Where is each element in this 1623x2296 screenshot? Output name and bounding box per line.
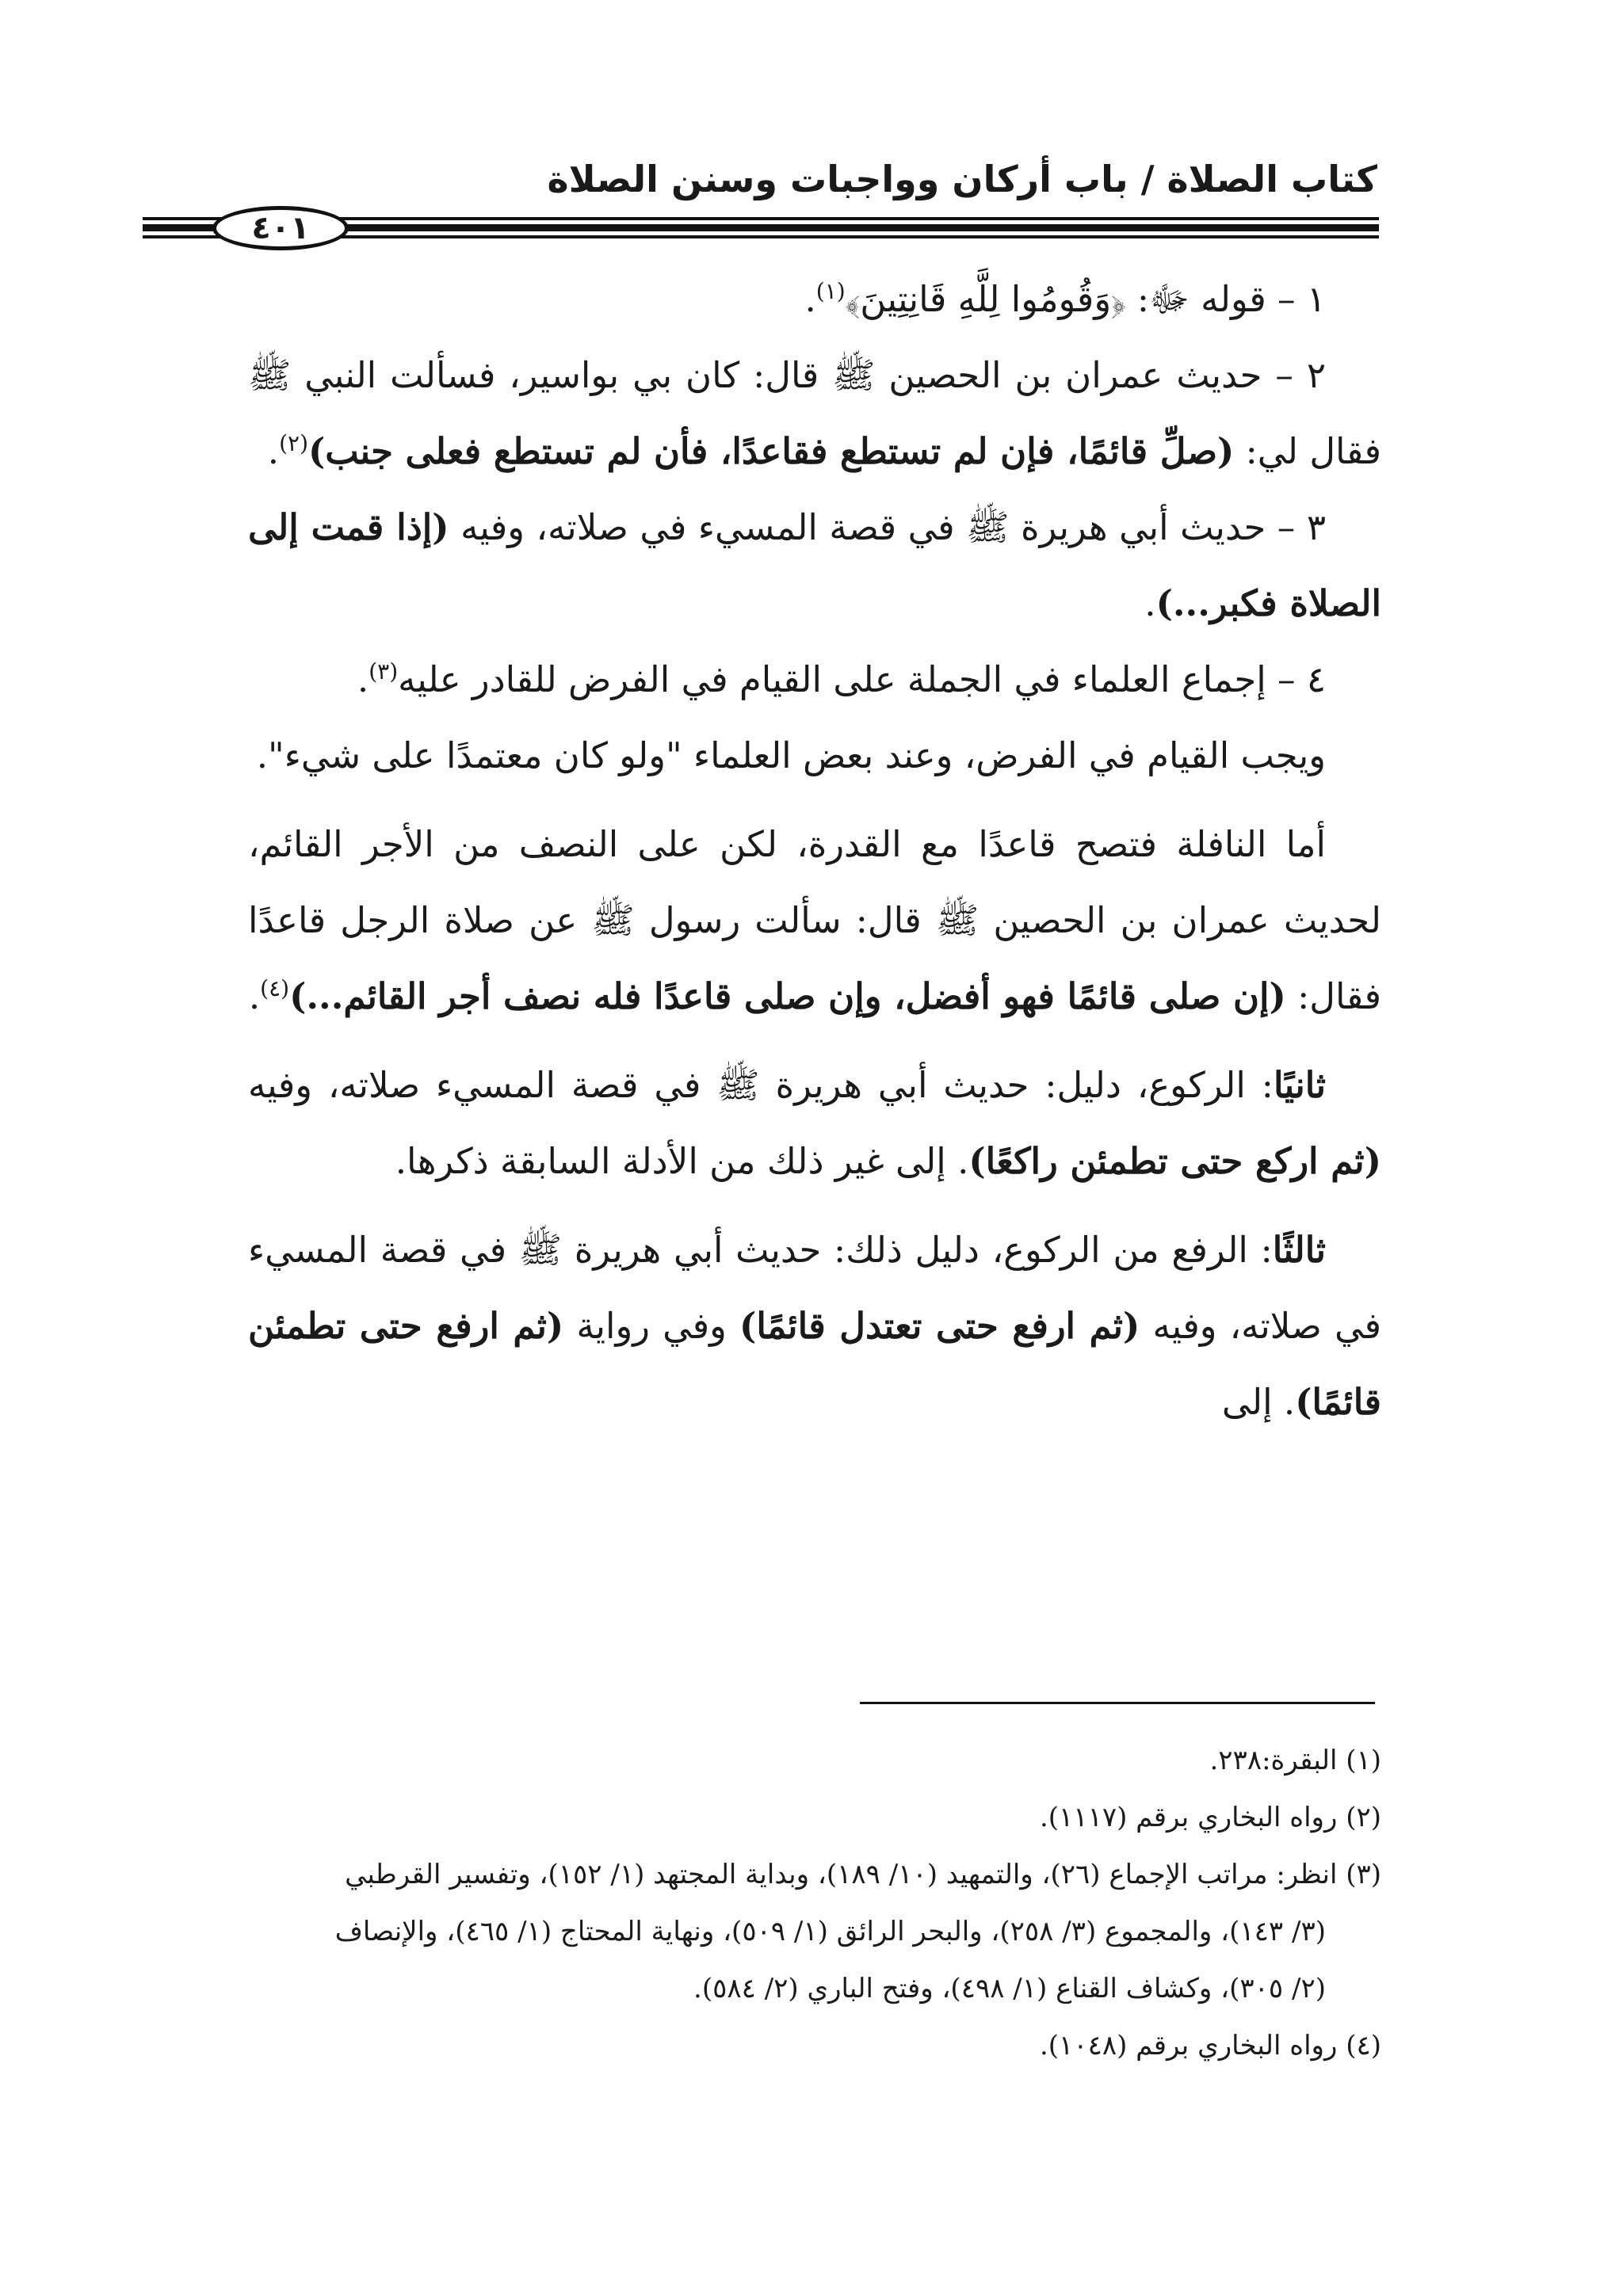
- paragraph-3: [248, 490, 1381, 642]
- p1-text: ١ – قوله ﷻ: ﴿وَقُومُوا لِلَّهِ قَانِتِينَ﴾: [845, 278, 1326, 320]
- p8-hadith-quote-2: (ثم ارفع حتى تطمئن قائمًا): [248, 1305, 1381, 1423]
- p6-text: أما النافلة فتصح قاعدًا مع القدرة، لكن على النصف من الأجر القائم، لحديث عمران بن الحصين ﷺ قال: سألت رسول ﷺ عن صلاة الرجل قاعدًا فقال:: [248, 823, 1381, 1017]
- footnote-separator: [860, 1702, 1375, 1704]
- running-title: كتاب الصلاة / باب أركان وواجبات وسنن الصلاة: [547, 158, 1377, 200]
- p8-text-3: . إلى: [1221, 1381, 1296, 1423]
- p7-hadith-quote: (ثم اركع حتى تطمئن راكعًا): [968, 1140, 1381, 1182]
- p8-hadith-quote: (ثم ارفع حتى تعتدل قائمًا): [739, 1305, 1140, 1347]
- p2-end: .: [267, 430, 280, 472]
- footnote-ref-1: (١): [815, 278, 846, 304]
- paragraph-6: [248, 807, 1381, 1035]
- paragraph-2: [248, 338, 1381, 490]
- main-text: [248, 261, 1381, 1440]
- paragraph-1: [248, 261, 1381, 338]
- p8-text: : الرفع من الركوع، دليل ذلك: حديث أبي هريرة ﷺ في قصة المسيء في صلاته، وفيه: [248, 1229, 1381, 1347]
- p8-text-2: وفي رواية: [563, 1305, 740, 1347]
- p7-heading-second: ثانيًا: [1273, 1064, 1326, 1106]
- p7-text-2: . إلى غير ذلك من الأدلة السابقة ذكرها.: [395, 1140, 969, 1182]
- p4-end: .: [357, 658, 369, 700]
- footnote-ref-3: (٣): [369, 658, 399, 685]
- p3-text: ٣ – حديث أبي هريرة ﷺ في قصة المسيء في صلاته، وفيه: [449, 506, 1327, 548]
- p2-hadith-quote: (صلِّ قائمًا، فإن لم تستطع فقاعدًا، فأن لم تستطع فعلى جنب): [308, 430, 1235, 472]
- footnote-3-line-1: (٣) انظر: مراتب الإجماع (٢٦)، والتمهيد (١٠/ ١٨٩)، وبداية المجتهد (١/ ١٥٢)، وتفسير القرطبي: [345, 1859, 1381, 1890]
- p3-hadith-quote: (إذا قمت إلى الصلاة فكبر...): [248, 506, 1381, 624]
- paragraph-7: [248, 1047, 1381, 1199]
- paragraph-8: [248, 1212, 1381, 1440]
- footnote-3-line-2: (٣/ ١٤٣)، والمجموع (٣/ ٢٥٨)، والبحر الرائق (١/ ٥٠٩)، ونهاية المحتاج (١/ ٤٦٥)، والإنصاف: [334, 1916, 1326, 1947]
- footnote-ref-2: (٢): [279, 430, 309, 456]
- p7-text: : الركوع، دليل: حديث أبي هريرة ﷺ في قصة المسيء صلاته، وفيه: [248, 1064, 1274, 1106]
- p1-end: .: [804, 278, 816, 320]
- footnote-2: (٢) رواه البخاري برقم (١١١٧).: [1039, 1802, 1381, 1833]
- p8-heading-third: ثالثًا: [1272, 1229, 1326, 1271]
- p6-end: .: [248, 975, 261, 1017]
- p2-text: ٢ – حديث عمران بن الحصين ﷺ قال: كان بي بواسير، فسألت النبي ﷺ فقال لي:: [248, 354, 1381, 472]
- p3-end: .: [1144, 582, 1156, 624]
- p6-hadith-quote: (إن صلى قائمًا فهو أفضل، وإن صلى قاعدًا فله نصف أجر القائم...): [289, 975, 1286, 1017]
- p5-text: ويجب القيام في الفرض، وعند بعض العلماء "ولو كان معتمدًا على شيء".: [256, 734, 1326, 776]
- footnote-ref-4: (٤): [260, 975, 290, 1001]
- footnote-1: (١) البقرة:٢٣٨.: [1209, 1745, 1381, 1776]
- footnote-3-line-3: (٢/ ٣٠٥)، وكشاف القناع (١/ ٤٩٨)، وفتح الباري (٢/ ٥٨٤).: [693, 1973, 1326, 2004]
- paragraph-4: [248, 642, 1381, 718]
- page-number: ٤٠١: [212, 206, 349, 250]
- footnotes: [248, 1732, 1381, 2074]
- footnote-4: (٤) رواه البخاري برقم (١٠٤٨).: [1039, 2030, 1381, 2061]
- header-rule: [143, 211, 1379, 246]
- paragraph-5: [248, 718, 1381, 794]
- p4-text: ٤ – إجماع العلماء في الجملة على القيام في الفرض للقادر عليه: [398, 658, 1326, 700]
